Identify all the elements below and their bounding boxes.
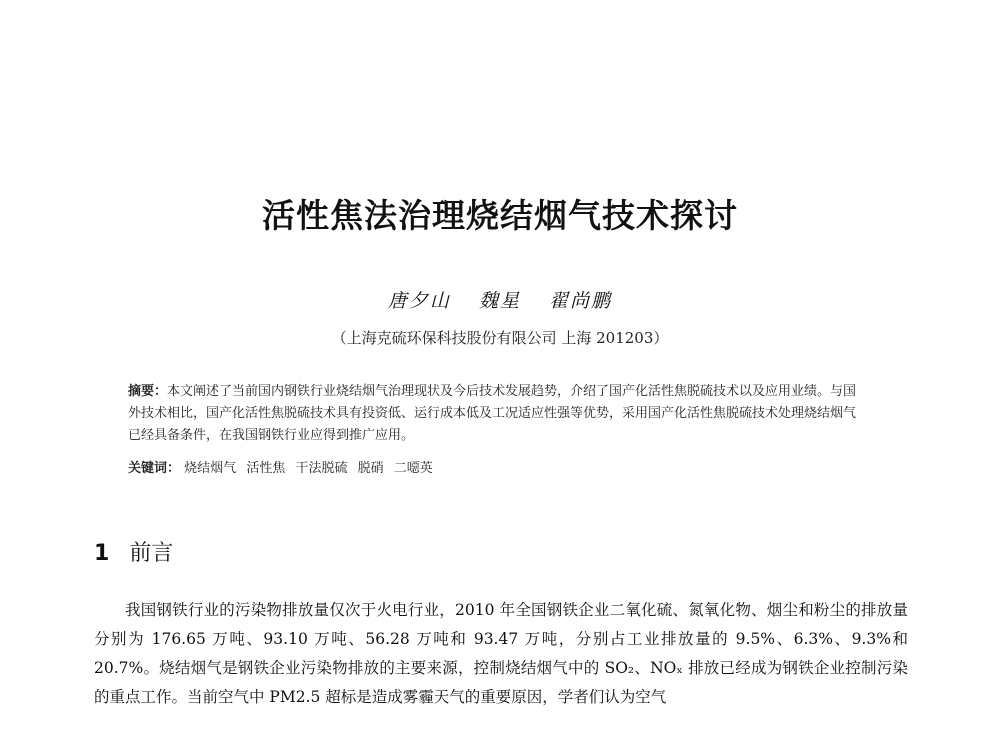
author-list <box>0 286 1000 313</box>
paper-title: 活性焦法治理烧结烟气技术探讨 <box>262 196 738 235</box>
section-title: 前言 <box>129 541 174 566</box>
keyword: 脱硝 <box>357 461 384 476</box>
keyword: 干法脱硫 <box>295 461 348 476</box>
keywords-label: 关键词： <box>128 461 181 476</box>
author-name: 唐夕山 <box>387 290 451 312</box>
author-name: 魏星 <box>478 290 521 312</box>
keyword: 烧结烟气 <box>184 461 237 476</box>
author-name: 翟尚鹏 <box>549 290 613 312</box>
keyword: 活性焦 <box>246 461 286 476</box>
abstract <box>128 381 868 447</box>
affiliation: （上海克硫环保科技股份有限公司 上海 201203） <box>331 329 669 347</box>
abstract-label: 摘要： <box>128 384 168 399</box>
body-paragraph: 我国钢铁行业的污染物排放量仅次于火电行业，2010 年全国钢铁企业二氧化硫、氮氧化物、烟尘和粉尘的排放量分别为 176.65 万吨、93.10 万吨、56.28 万吨和 93.47 万吨，分别占工业排放量的 9.5%、6.3%、9.3%和 20.7%。烧结烟气是钢铁企业污染物排放的主要来源，控制烧结烟气中的 SO₂、NOₓ 排放已经成为钢铁企业控制污染的重点工作。当前空气中 PM2.5 超标是造成雾霾天气的重要原因，学者们认为空气 <box>94 601 908 706</box>
section-number: 1 <box>94 541 110 566</box>
section-heading <box>94 536 173 567</box>
keywords <box>128 458 868 480</box>
keyword: 二噁英 <box>393 461 433 476</box>
abstract-text: 本文阐述了当前国内钢铁行业烧结烟气治理现状及今后技术发展趋势，介绍了国产化活性焦脱硫技术以及应用业绩。与国外技术相比，国产化活性焦脱硫技术具有投资低、运行成本低及工况适应性强等优势，采用国产化活性焦脱硫技术处理烧结烟气已经具备条件，在我国钢铁行业应得到推广应用。 <box>128 384 857 443</box>
